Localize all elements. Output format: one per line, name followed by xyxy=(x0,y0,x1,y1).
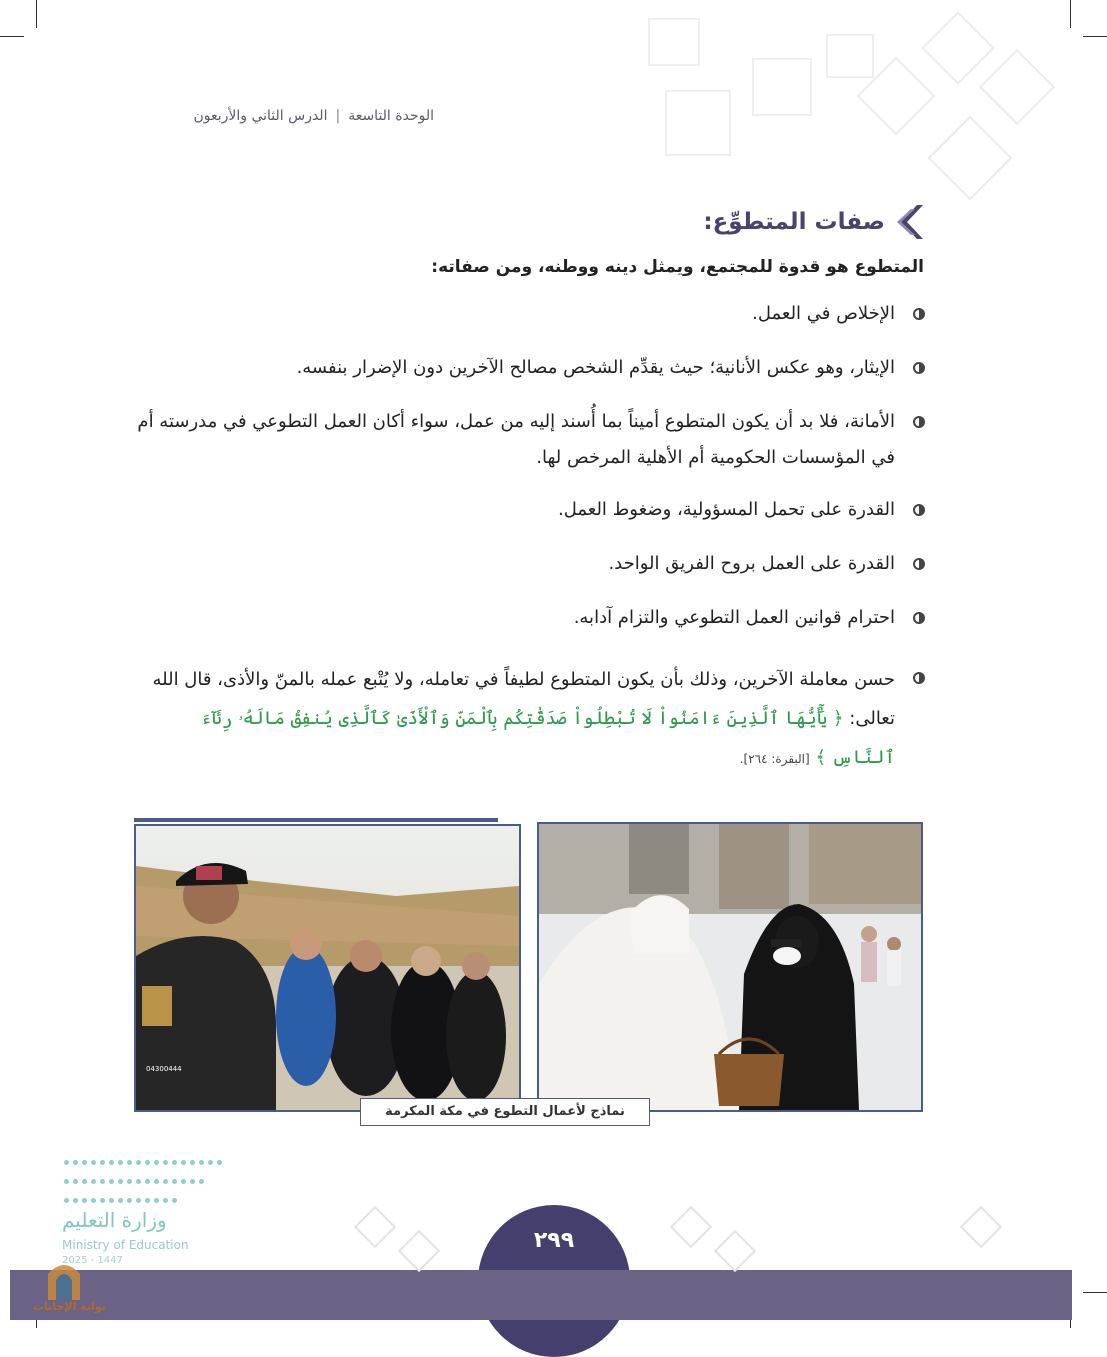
vest-text: 04300444 xyxy=(146,1065,182,1073)
bullet-icon xyxy=(913,558,925,570)
photo-caption: نماذج لأعمال التطوع في مكة المكرمة xyxy=(360,1098,650,1126)
decorative-diamond xyxy=(928,116,1013,201)
footer-band xyxy=(10,1270,1072,1320)
quran-verse: ﴿ يَٰٓأَيُّهَا ٱلَّذِينَ ءَامَنُواْ لَا تُبْطِلُواْ صَدَقَٰتِكُم بِٱلْمَنِّ وَٱلْأَذَىٰ كَٱلَّذِى يُنفِقُ مَالَهُۥ رِئَآءَ ٱلنَّاسِ ﴾ xyxy=(200,708,895,768)
decorative-diamond xyxy=(979,49,1055,125)
list-item-text: احترام قوانين العمل التطوعي والتزام آدابه. xyxy=(573,607,895,628)
decorative-square xyxy=(648,18,700,66)
list-item xyxy=(135,546,895,582)
list-item xyxy=(135,404,895,476)
decorative-diamond xyxy=(960,1206,1002,1248)
list-item-text: الأمانة، فلا بد أن يكون المتطوع أميناً بما أُسند إليه من عمل، سواء أكان العمل التطوعي في مدرسته أم في المؤسسات الحكومية أم الأهلية المرخص لها. xyxy=(137,411,895,468)
watermark-text: بوابة الإجابات xyxy=(33,1300,106,1313)
list-item-text: الإيثار، وهو عكس الأنانية؛ حيث يقدِّم الشخص مصالح الآخرين دون الإضرار بنفسه. xyxy=(296,357,895,378)
list-item xyxy=(135,660,895,779)
watermark-logo-icon xyxy=(44,1256,84,1300)
bullet-icon xyxy=(913,672,925,684)
list-item-text: الإخلاص في العمل. xyxy=(752,303,895,324)
list-item-text: القدرة على العمل بروح الفريق الواحد. xyxy=(608,553,895,574)
section-heading xyxy=(703,205,925,239)
ministry-name-ar: وزارة التعليم xyxy=(62,1208,167,1232)
lesson-label: الدرس الثاني والأربعون xyxy=(193,108,328,124)
photo-frame-bar xyxy=(134,818,498,822)
unit-label: الوحدة التاسعة xyxy=(348,108,434,124)
quran-reference: [البقرة: ٢٦٤]. xyxy=(739,752,810,766)
double-chevron-icon xyxy=(895,205,925,239)
bullet-icon xyxy=(913,362,925,374)
list-item xyxy=(135,600,895,636)
crop-mark xyxy=(1070,0,1071,28)
section-title: صفات المتطوِّع: xyxy=(703,209,885,235)
decorative-square xyxy=(752,58,812,116)
list-item xyxy=(135,296,895,332)
page-number: ٢٩٩ xyxy=(533,1228,575,1253)
ministry-name-en: Ministry of Education xyxy=(62,1238,189,1252)
bullet-icon xyxy=(913,416,925,428)
volunteers-group-image xyxy=(136,826,519,1110)
volunteers-photo-right xyxy=(537,822,923,1112)
list-item-text: حسن معاملة الآخرين، وذلك بأن يكون المتطوع لطيفاً في تعامله، ولا يُتْبع عمله بالمنّ والأذى، قال الله تعالى: xyxy=(152,669,895,729)
list-item-text: القدرة على تحمل المسؤولية، وضغوط العمل. xyxy=(558,499,895,520)
decorative-square xyxy=(665,90,731,156)
list-item xyxy=(135,492,895,528)
intro-text: المتطوع هو قدوة للمجتمع، ويمثل دينه ووطنه، ومن صفاته: xyxy=(431,257,924,277)
crop-mark xyxy=(1083,1292,1107,1293)
header-separator: | xyxy=(335,108,341,124)
decorative-square xyxy=(826,34,874,78)
crop-mark xyxy=(0,36,24,37)
list-item xyxy=(135,350,895,386)
page-header xyxy=(134,108,434,124)
decorative-diamond xyxy=(921,11,995,85)
crop-mark xyxy=(1083,36,1107,37)
decorative-diamond xyxy=(354,1206,396,1248)
volunteers-photo-left xyxy=(134,824,521,1112)
crop-mark xyxy=(36,0,37,28)
decorative-diamond xyxy=(670,1206,712,1248)
bullet-icon xyxy=(913,308,925,320)
ministry-year: 2025 - 1447 xyxy=(62,1255,123,1266)
decorative-diamond xyxy=(398,1230,440,1272)
bullet-icon xyxy=(913,612,925,624)
bullet-icon xyxy=(913,504,925,516)
ministry-logo-dots xyxy=(62,1152,224,1209)
decorative-diamond xyxy=(714,1230,756,1272)
haram-volunteers-image xyxy=(539,824,921,1110)
